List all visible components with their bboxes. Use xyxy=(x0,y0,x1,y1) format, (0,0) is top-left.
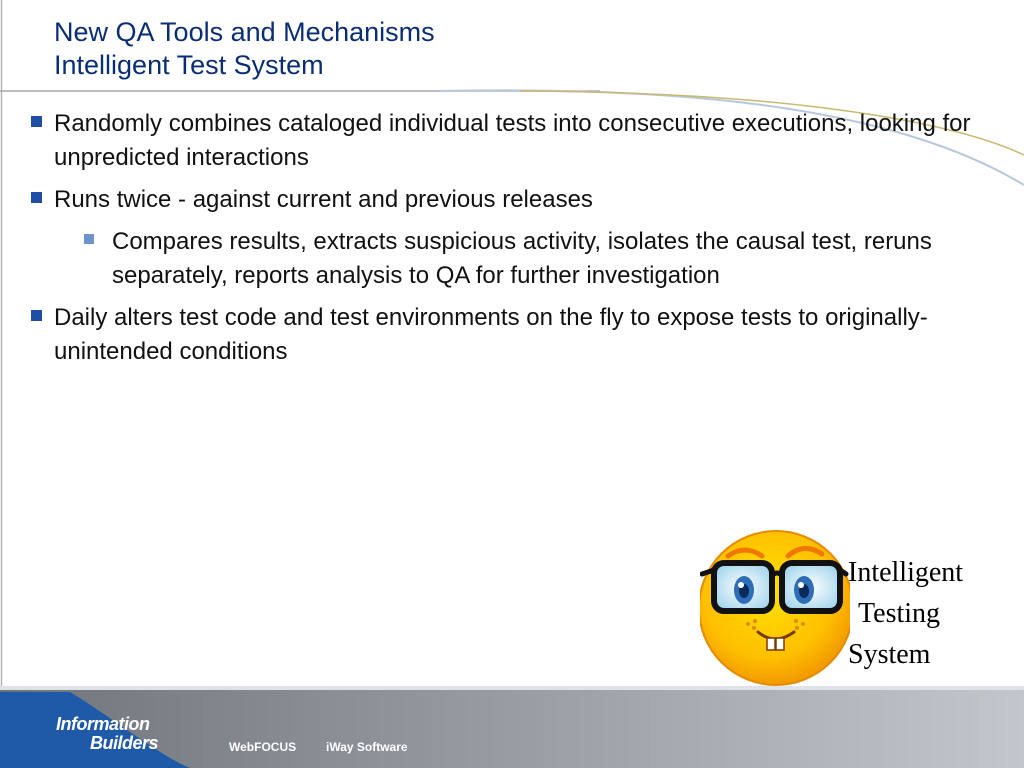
slide-title-line2: Intelligent Test System xyxy=(54,50,324,80)
square-bullet-icon xyxy=(31,192,42,203)
mascot-caption-line3: System xyxy=(848,639,931,670)
bullet-list xyxy=(30,107,1010,377)
mascot-caption-line2: Testing xyxy=(858,598,941,629)
brand-line1: Information xyxy=(56,714,150,734)
information-builders-logo xyxy=(56,715,158,753)
smiley-with-glasses-icon xyxy=(700,528,850,688)
brand-line2: Builders xyxy=(90,733,159,753)
bullet-item xyxy=(30,107,1010,175)
slide-title xyxy=(54,16,435,82)
webfocus-label: WebFOCUS xyxy=(229,740,297,754)
bullet-text: Daily alters test code and test environments on the fly to expose tests to originally-unintended conditions xyxy=(54,304,928,365)
sub-bullet-item xyxy=(30,225,1010,293)
iway-software-label: iWay Software xyxy=(326,740,408,754)
square-bullet-icon xyxy=(31,116,42,127)
bullet-text: Runs twice - against current and previous releases xyxy=(54,186,593,213)
bullet-text: Randomly combines cataloged individual tests into consecutive executions, looking for unpredicted interactions xyxy=(54,110,971,171)
mascot-caption xyxy=(848,552,963,675)
square-sub-bullet-icon xyxy=(84,234,94,244)
slide-title-line1: New QA Tools and Mechanisms xyxy=(54,17,435,47)
bullet-item xyxy=(30,301,1010,369)
bullet-item xyxy=(30,183,1010,217)
square-bullet-icon xyxy=(31,310,42,321)
mascot-caption-line1: Intelligent xyxy=(848,557,964,588)
sub-bullet-text: Compares results, extracts suspicious activity, isolates the causal test, reruns separately, reports analysis to QA for further investigation xyxy=(112,228,932,289)
